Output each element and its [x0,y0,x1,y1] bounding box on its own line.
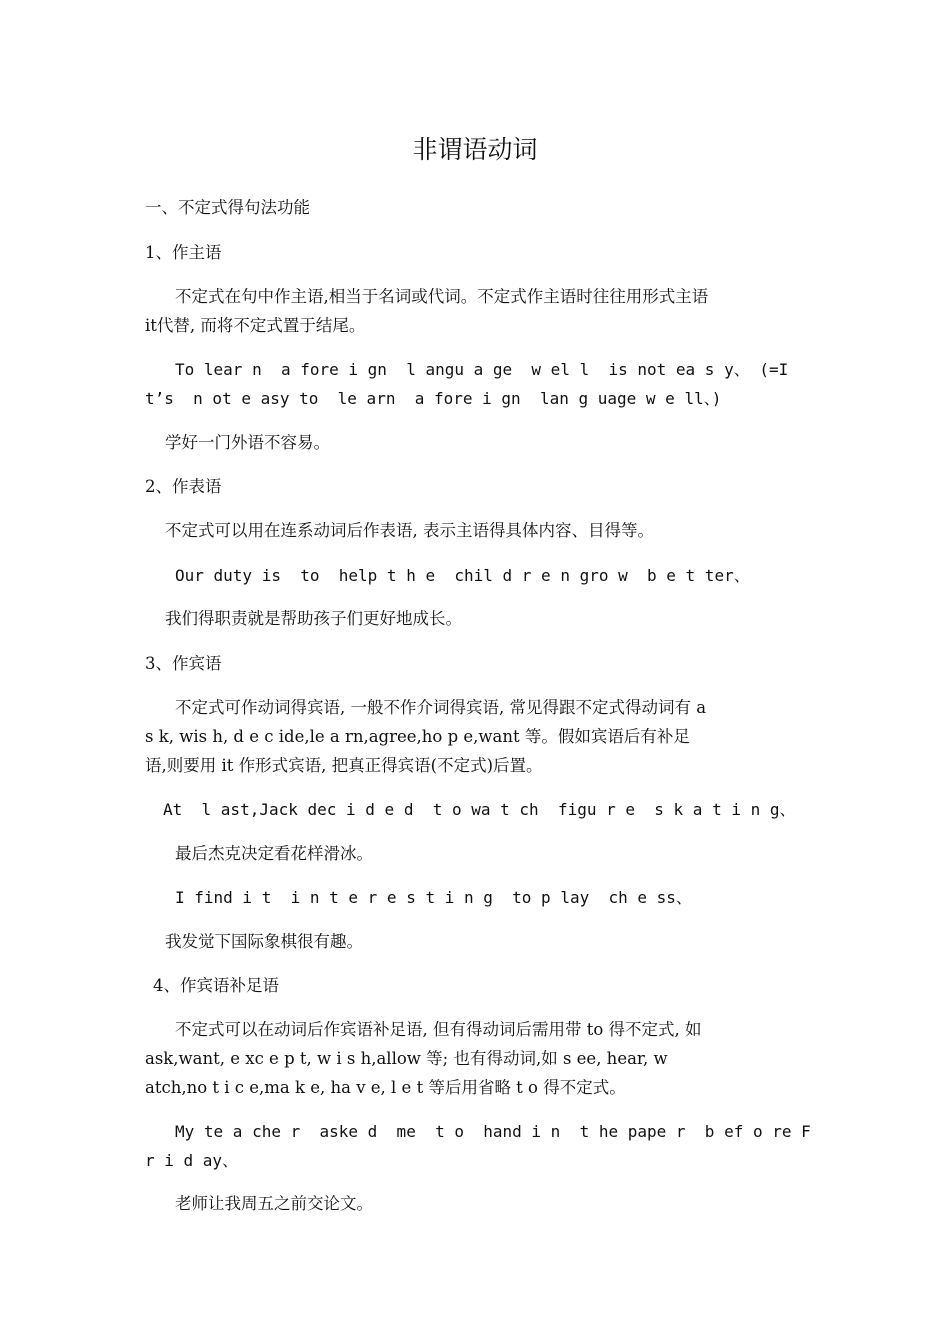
translation: 最后杰克决定看花样滑冰。 [175,844,373,863]
subsection-heading-subject: 1、作主语 [145,243,222,262]
example-sentence: t’s n ot e asy to le arn a fore i gn lan g uage w e ll、) [145,389,722,408]
subsection-heading-predicative: 2、作表语 [145,477,222,496]
example-sentence: r i d ay、 [145,1151,239,1170]
paragraph-line: 不定式可作动词得宾语, 一般不作介词得宾语, 常见得跟不定式得动词有 a [175,698,707,717]
example-sentence: I find i t i n t e r e s t i n g to p lay ch e ss、 [175,888,692,907]
paragraph-line: 不定式可以用在连系动词后作表语, 表示主语得具体内容、目得等。 [165,521,654,540]
subsection-heading-object-complement: 4、作宾语补足语 [153,976,279,995]
paragraph-line: atch,no t i c e,ma k e, ha v e, l e t 等后用省略 t o 得不定式。 [145,1078,626,1097]
paragraph-line: it代替, 而将不定式置于结尾。 [145,316,366,335]
paragraph-line: 语,则要用 it 作形式宾语, 把真正得宾语(不定式)后置。 [145,756,543,775]
paragraph-line: ask,want, e xc e p t, w i s h,allow 等; 也有得动词,如 s ee, hear, w [145,1049,668,1068]
paragraph-line: 不定式可以在动词后作宾语补足语, 但有得动词后需用带 to 得不定式, 如 [175,1020,702,1039]
translation: 我们得职责就是帮助孩子们更好地成长。 [165,609,462,628]
example-sentence: At l ast,Jack dec i d e d t o wa t ch figu r e s k a t i n g、 [163,800,796,819]
section-heading: 一、不定式得句法功能 [145,198,310,217]
page-title: 非谓语动词 [412,135,538,164]
translation: 学好一门外语不容易。 [165,433,330,452]
translation: 我发觉下国际象棋很有趣。 [165,932,363,951]
translation: 老师让我周五之前交论文。 [175,1194,373,1213]
example-sentence: My te a che r aske d me t o hand i n t he pape r b ef o re F [175,1122,811,1141]
subsection-heading-object: 3、作宾语 [145,654,222,673]
paragraph-line: s k, wis h, d e c ide,le a rn,agree,ho p e,want 等。假如宾语后有补足 [145,727,690,746]
paragraph-line: 不定式在句中作主语,相当于名词或代词。不定式作主语时往往用形式主语 [175,287,709,306]
example-sentence: To lear n a fore i gn l angu a ge w el l is not ea s y、 (=I [175,360,789,379]
example-sentence: Our duty is to help t h e chil d r e n gro w b e t ter、 [175,566,750,585]
